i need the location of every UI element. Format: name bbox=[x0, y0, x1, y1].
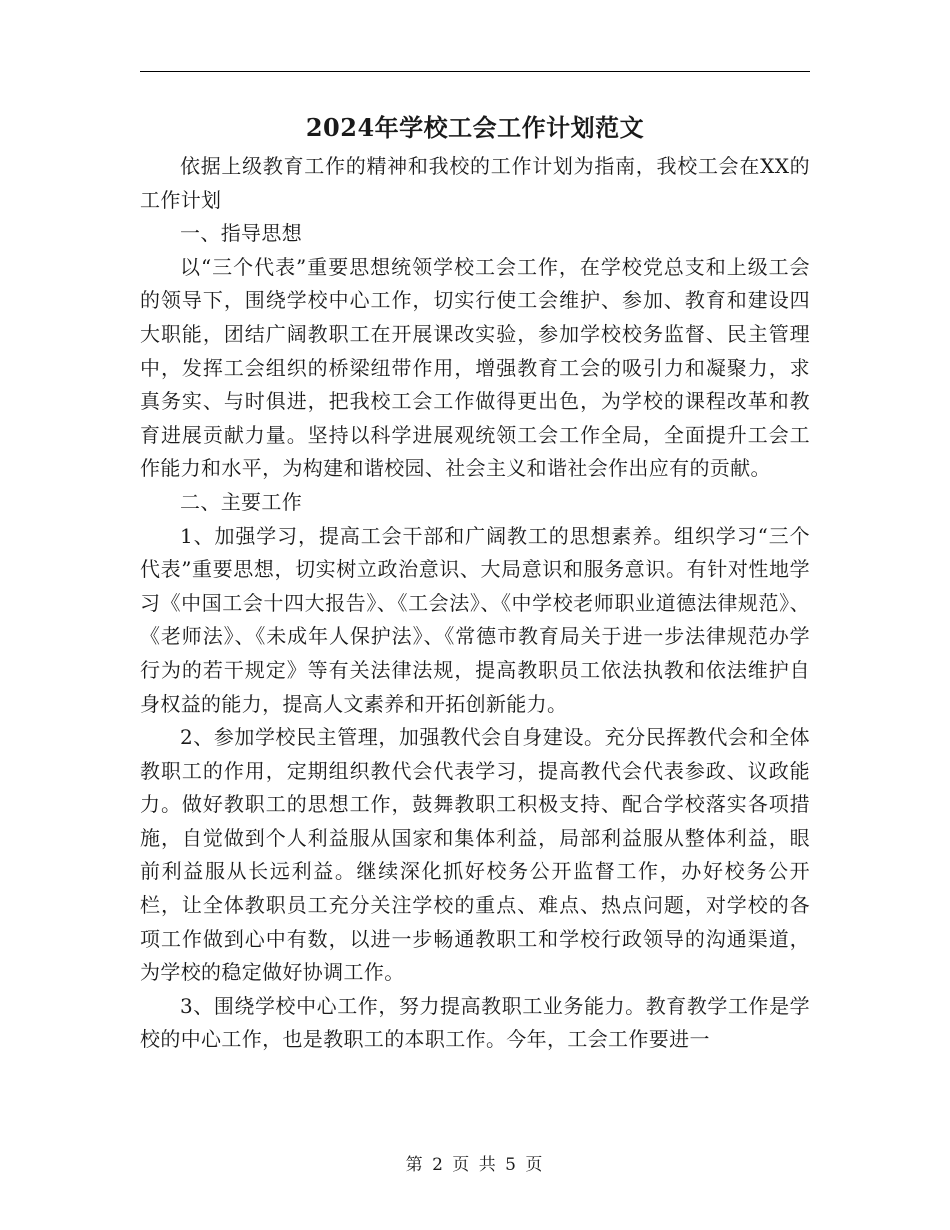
document-title: 2024年学校工会工作计划范文 bbox=[305, 113, 645, 142]
header-rule bbox=[140, 71, 810, 72]
paragraph-intro: 依据上级教育工作的精神和我校的工作计划为指南，我校工会在XX的工作计划 bbox=[140, 154, 810, 212]
section-heading-main-work: 二、主要工作 bbox=[180, 489, 303, 514]
paragraph-guiding-ideology: 以“三个代表”重要思想统领学校工会工作，在学校党总支和上级工会的领导下，围绕学校中心工作，切实行使工会维护、参加、教育和建设四大职能，团结广阔教职工在开展课改实验，参加学校校务监督、民主管理中，发挥工会组织的桥梁纽带作用，增强教育工会的吸引力和凝聚力，求真务实、与时俱进，把我校工会工作做得更出色，为学校的课程改革和教育进展贡献力量。坚持以科学进展观统领工会工作全局，全面提升工会工作能力和水平，为构建和谐校园、社会主义和谐社会作出应有的贡献。 bbox=[140, 254, 810, 481]
page-number-footer: 第 2 页 共 5 页 bbox=[405, 1155, 545, 1175]
paragraph-work-item-2: 2、参加学校民主管理，加强教代会自身建设。充分民挥教代会和全体教职工的作用，定期组织教代会代表学习，提高教代会代表参政、议政能力。做好教职工的思想工作，鼓舞教职工积极支持、配合学校落实各项措施，自觉做到个人利益服从国家和集体利益，局部利益服从整体利益，眼前利益服从长远利益。继续深化抓好校务公开监督工作，办好校务公开栏，让全体教职员工充分关注学校的重点、难点、热点问题，对学校的各项工作做到心中有数，以进一步畅通教职工和学校行政领导的沟通渠道，为学校的稳定做好协调工作。 bbox=[140, 725, 810, 985]
section-heading-guiding-ideology: 一、指导思想 bbox=[180, 221, 303, 246]
paragraph-work-item-3: 3、围绕学校中心工作，努力提高教职工业务能力。教育教学工作是学校的中心工作，也是教职工的本职工作。今年，工会工作要进一 bbox=[140, 993, 810, 1052]
document-body bbox=[140, 150, 810, 1057]
paragraph-work-item-1: 1、加强学习，提高工会干部和广阔教工的思想素养。组织学习“三个代表”重要思想，切实树立政治意识、大局意识和服务意识。有针对性地学习《中国工会十四大报告》、《工会法》、《中学校老师职业道德法律规范》、《老师法》、《未成年人保护法》、《常德市教育局关于进一步法律规范办学行为的若干规定》等有关法律法规，提高教职员工依法执教和依法维护自身权益的能力，提高人文素养和开拓创新能力。 bbox=[140, 523, 810, 716]
